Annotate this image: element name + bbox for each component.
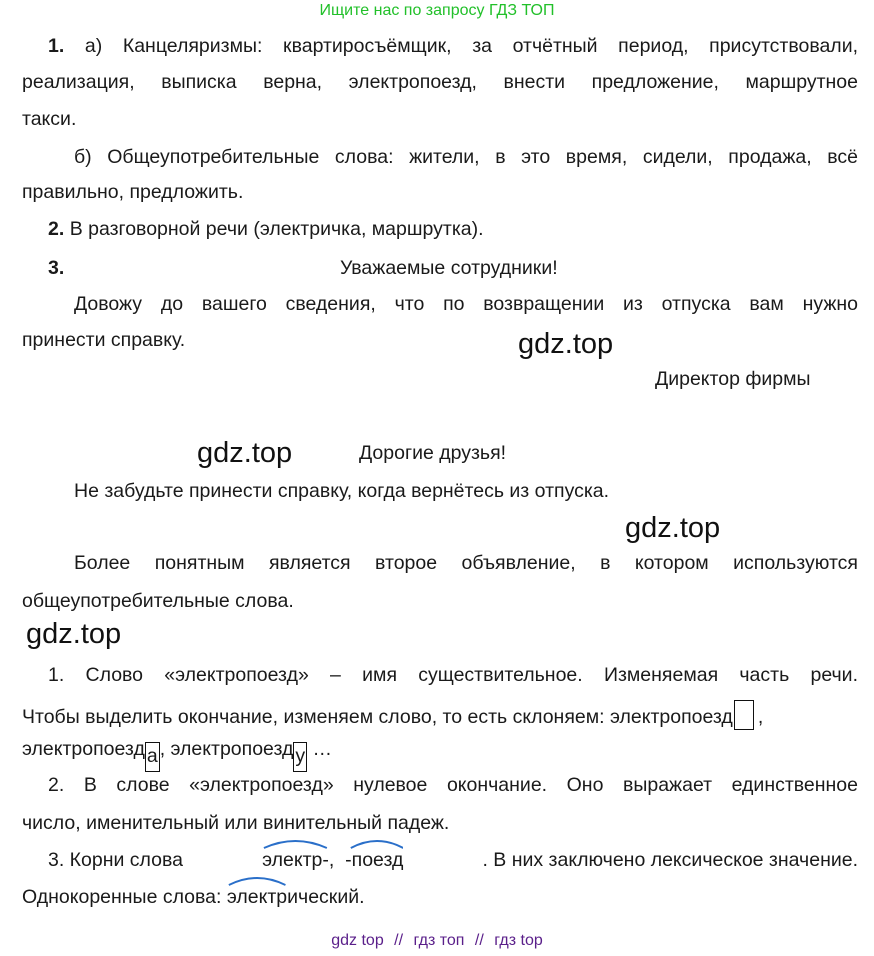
p3-end: . В них заключено лексическое значение. bbox=[482, 849, 858, 871]
analysis-p2-line1: 2. В слове «электропоезд» нулевое окончание. Оно выражает единственное bbox=[48, 774, 858, 796]
ending-box: а bbox=[145, 742, 160, 772]
task1-line2: реализация, выписка верна, электропоезд, внести предложение, маршрутное bbox=[22, 71, 858, 93]
task1-b-line2: правильно, предложить. bbox=[22, 181, 244, 203]
root-electr-2: электр bbox=[227, 885, 287, 909]
p3-line2-end: ический. bbox=[287, 886, 365, 908]
footer-link[interactable]: гдз топ bbox=[413, 932, 465, 949]
conclusion-line2: общеупотребительные слова. bbox=[22, 590, 294, 612]
root-arc-icon bbox=[227, 874, 287, 886]
watermark: gdz.top bbox=[625, 512, 721, 544]
conclusion-line1: Более понятным является второе объявление, в котором используются bbox=[74, 552, 858, 574]
root-poezd: -поезд bbox=[345, 848, 403, 872]
ending-box: у bbox=[293, 742, 307, 772]
promo-link[interactable]: Ищите нас по запросу ГДЗ ТОП bbox=[319, 2, 555, 19]
watermark: gdz.top bbox=[197, 437, 293, 469]
task2-text: В разговорной речи (электричка, маршрутка). bbox=[69, 218, 484, 240]
root-arc-icon bbox=[262, 837, 329, 849]
task2-line bbox=[22, 217, 858, 241]
p3-roots: электр-, -поезд bbox=[262, 848, 403, 872]
footer bbox=[0, 932, 874, 950]
p3-line2-start: Однокоренные слова: bbox=[22, 886, 222, 908]
word-form: электропоезд bbox=[22, 738, 145, 760]
task1-line3: такси. bbox=[22, 108, 77, 130]
watermark: gdz.top bbox=[518, 328, 614, 360]
p3-start: 3. Корни слова bbox=[48, 849, 183, 871]
task-number: 3. bbox=[48, 257, 65, 279]
greeting-friends: Дорогие друзья! bbox=[359, 442, 507, 464]
analysis-p1-text: Чтобы выделить окончание, изменяем слово, то есть склоняем: электропоезд bbox=[22, 706, 733, 728]
greeting-employees: Уважаемые сотрудники! bbox=[340, 257, 558, 279]
analysis-p3-line2 bbox=[22, 885, 858, 909]
task1-line1 bbox=[22, 34, 858, 58]
analysis-p3-line1 bbox=[22, 848, 858, 872]
root-arc-icon bbox=[345, 837, 403, 849]
task-number: 1. bbox=[48, 35, 65, 57]
task1-a-text: а) Канцеляризмы: квартиросъёмщик, за отчётный период, присутствовали, bbox=[84, 35, 858, 57]
notice2-text: Не забудьте принести справку, когда вернётесь из отпуска. bbox=[74, 480, 610, 502]
analysis-p1-line1: 1. Слово «электропоезд» – имя существительное. Изменяемая часть речи. bbox=[48, 664, 858, 686]
comma: , bbox=[757, 706, 764, 728]
watermark: gdz.top bbox=[26, 618, 122, 650]
signature: Директор фирмы bbox=[655, 368, 811, 390]
footer-link[interactable]: гдз top bbox=[494, 932, 543, 949]
analysis-p2-line2: число, именительный или винительный падеж. bbox=[22, 812, 450, 834]
footer-separator: // bbox=[474, 932, 484, 949]
footer-separator: // bbox=[394, 932, 404, 949]
root-electr: электр- bbox=[262, 848, 329, 872]
word-form: , электропоезд bbox=[159, 738, 294, 760]
zero-ending-box bbox=[734, 700, 754, 730]
footer-link[interactable]: gdz top bbox=[331, 932, 384, 949]
notice1-line1: Довожу до вашего сведения, что по возвращении из отпуска вам нужно bbox=[74, 293, 858, 315]
task-number: 2. bbox=[48, 218, 65, 240]
task1-b-line1: б) Общеупотребительные слова: жители, в это время, сидели, продажа, всё bbox=[74, 146, 858, 168]
ellipsis: … bbox=[312, 738, 333, 760]
notice1-line2: принести справку. bbox=[22, 329, 186, 351]
analysis-p1-line2 bbox=[22, 700, 858, 730]
analysis-p1-line3 bbox=[22, 737, 858, 772]
